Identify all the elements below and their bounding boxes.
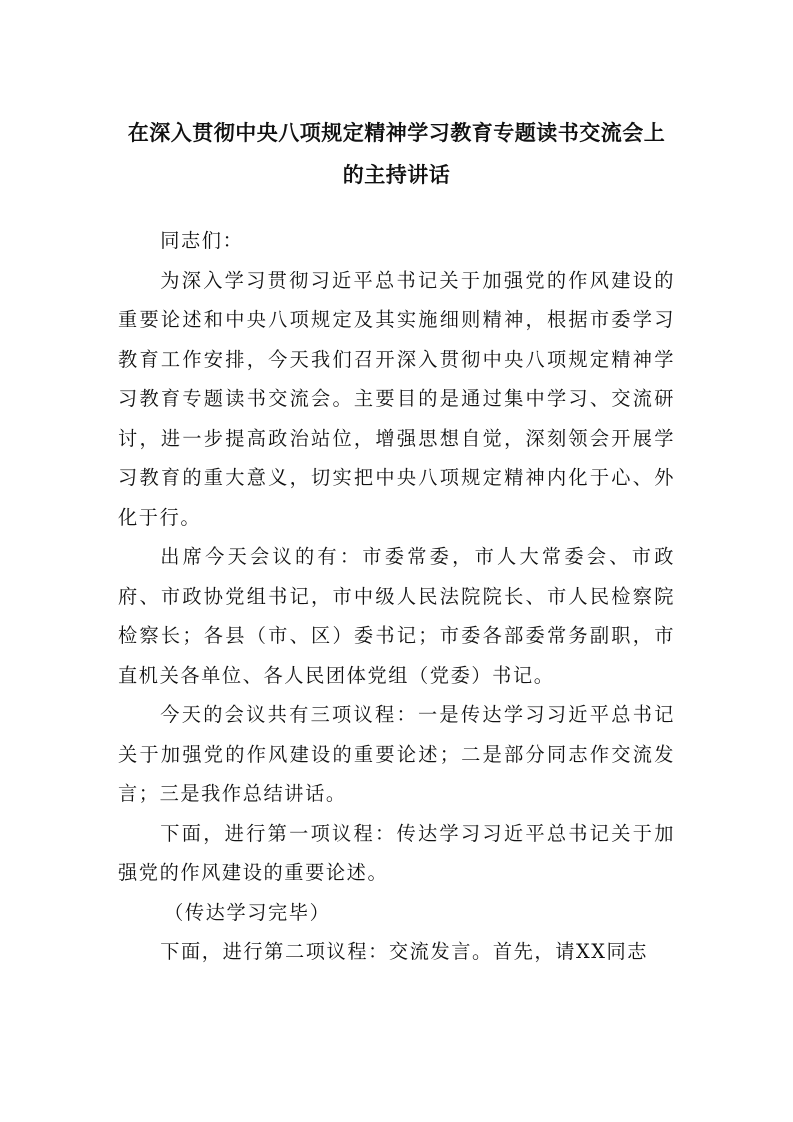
paragraph-agenda: 今天的会议共有三项议程：一是传达学习习近平总书记关于加强党的作风建设的重要论述；二是部分同志作交流发言；三是我作总结讲话。: [118, 703, 675, 805]
paren-note: （传达学习完毕）: [164, 900, 331, 924]
salutation: 同志们：: [160, 229, 244, 252]
document-body: [118, 221, 675, 972]
document-title-line-1: 在深入贯彻中央八项规定精神学习教育专题读书交流会上: [127, 120, 666, 145]
paragraph-second-item: 下面，进行第二项议程：交流发言。首先，请XX同志: [160, 940, 649, 963]
paragraph-purpose: 为深入学习贯彻习近平总书记关于加强党的作风建设的重要论述和中央八项规定及其实施细则精神，根据市委学习教育工作安排，今天我们召开深入贯彻中央八项规定精神学习教育专题读书交流会。主要目的是通过集中学习、交流研讨，进一步提高政治站位，增强思想自觉，深刻领会开展学习教育的重大意义，切实把中央八项规定精神内化于心、外化于行。: [118, 268, 675, 529]
paragraph-attendees: 出席今天会议的有：市委常委，市人大常委会、市政府、市政协党组书记，市中级人民法院院长、市人民检察院检察长；各县（市、区）委书记；市委各部委常务副职，市直机关各单位、各人民团体党组（党委）书记。: [118, 545, 675, 687]
paragraph-first-item: 下面，进行第一项议程：传达学习习近平总书记关于加强党的作风建设的重要论述。: [118, 821, 675, 884]
document-title-line-2: 的主持讲话: [342, 162, 451, 187]
